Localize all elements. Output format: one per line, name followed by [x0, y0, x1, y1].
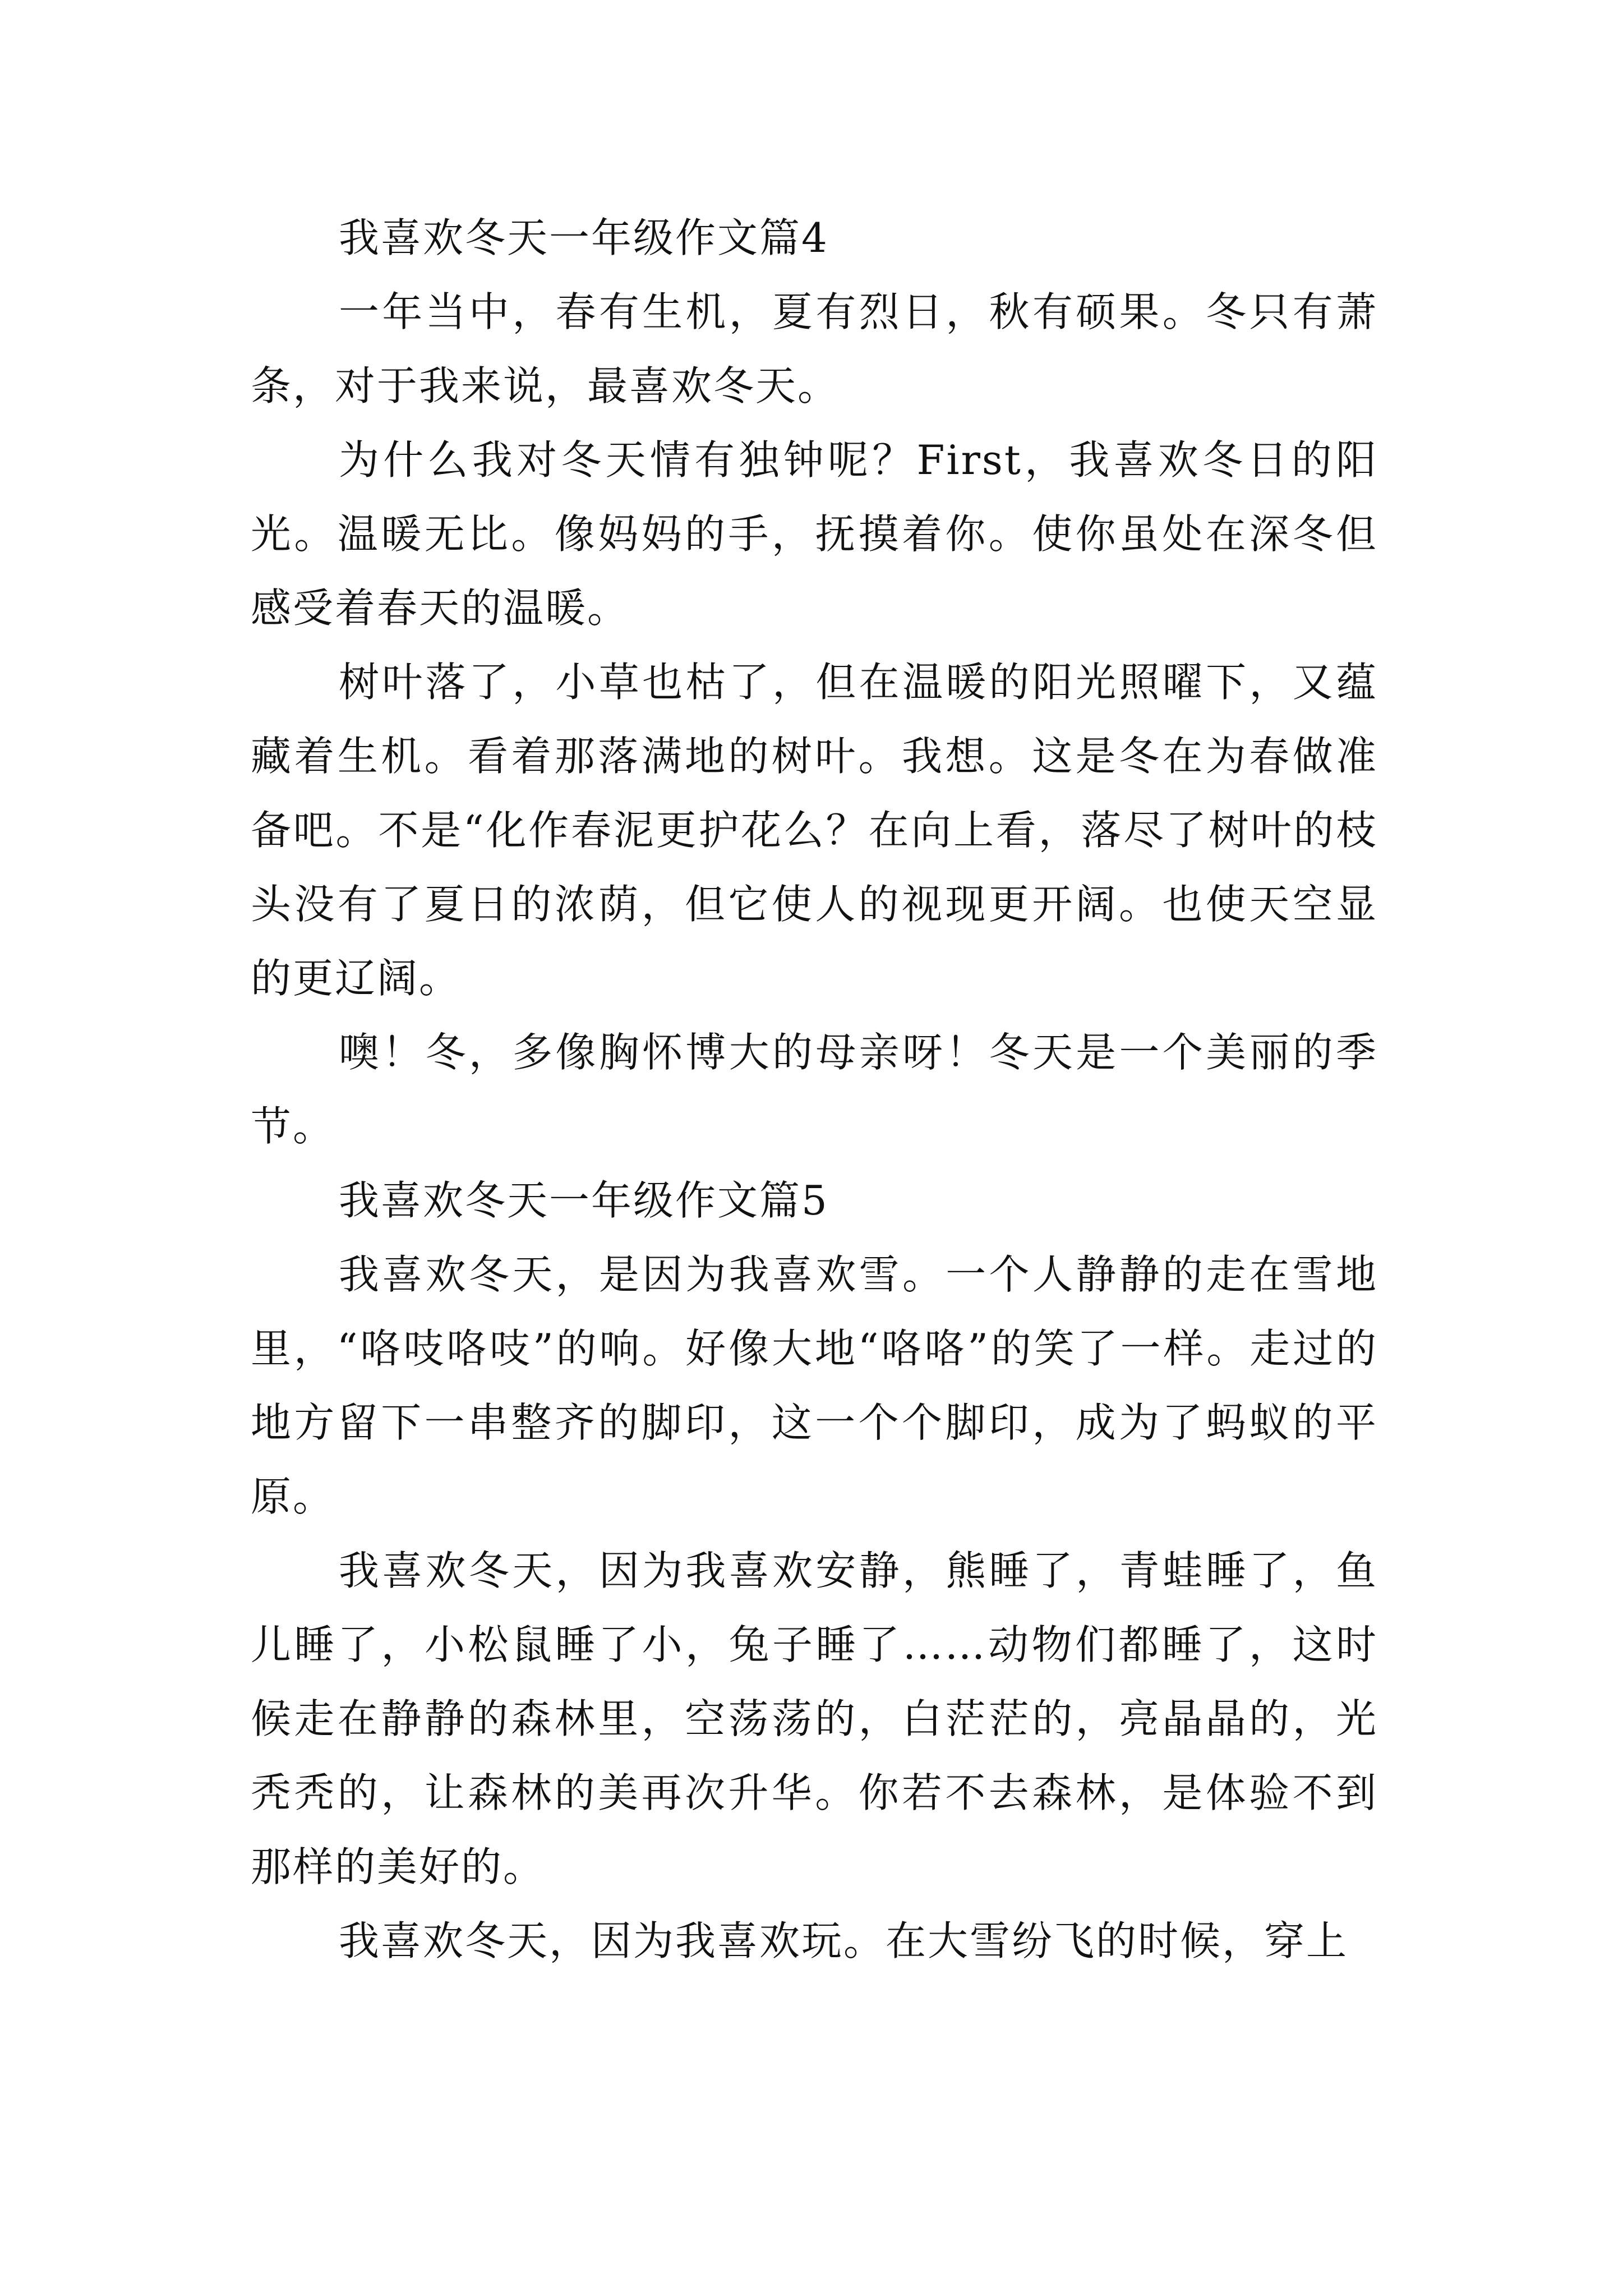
paragraph: 我喜欢冬天，是因为我喜欢雪。一个人静静的走在雪地里，“咯吱咯吱”的响。好像大地“咯咯”的笑了一样。走过的地方留下一串整齐的脚印，这一个个脚印，成为了蚂蚁的平原。: [251, 1251, 1378, 1520]
paragraph: 一年当中，春有生机，夏有烈日，秋有硕果。冬只有萧条，对于我来说，最喜欢冬天。: [251, 288, 1378, 409]
paragraph: 我喜欢冬天，因为我喜欢安静，熊睡了，青蛙睡了，鱼儿睡了，小松鼠睡了小，兔子睡了……动物们都睡了，这时候走在静静的森林里，空荡荡的，白茫茫的，亮晶晶的，光秃秃的，让森林的美再次升华。你若不去森林，是体验不到那样的美好的。: [251, 1547, 1378, 1890]
section-heading: 我喜欢冬天一年级作文篇4: [339, 214, 829, 261]
document-body: [251, 201, 1378, 1978]
paragraph: 我喜欢冬天，因为我喜欢玩。在大雪纷飞的时候，穿上: [339, 1917, 1349, 1964]
paragraph: 为什么我对冬天情有独钟呢？First，我喜欢冬日的阳光。温暖无比。像妈妈的手，抚摸着你。使你虽处在深冬但感受着春天的温暖。: [251, 436, 1378, 632]
section-heading: 我喜欢冬天一年级作文篇5: [339, 1177, 829, 1224]
paragraph: 噢！冬，多像胸怀博大的母亲呀！冬天是一个美丽的季节。: [251, 1029, 1378, 1150]
paragraph: 树叶落了，小草也枯了，但在温暖的阳光照曜下，又蕴藏着生机。看着那落满地的树叶。我想。这是冬在为春做准备吧。不是“化作春泥更护花么？在向上看，落尽了树叶的枝头没有了夏日的浓荫，但它使人的视现更开阔。也使天空显的更辽阔。: [251, 659, 1378, 1002]
